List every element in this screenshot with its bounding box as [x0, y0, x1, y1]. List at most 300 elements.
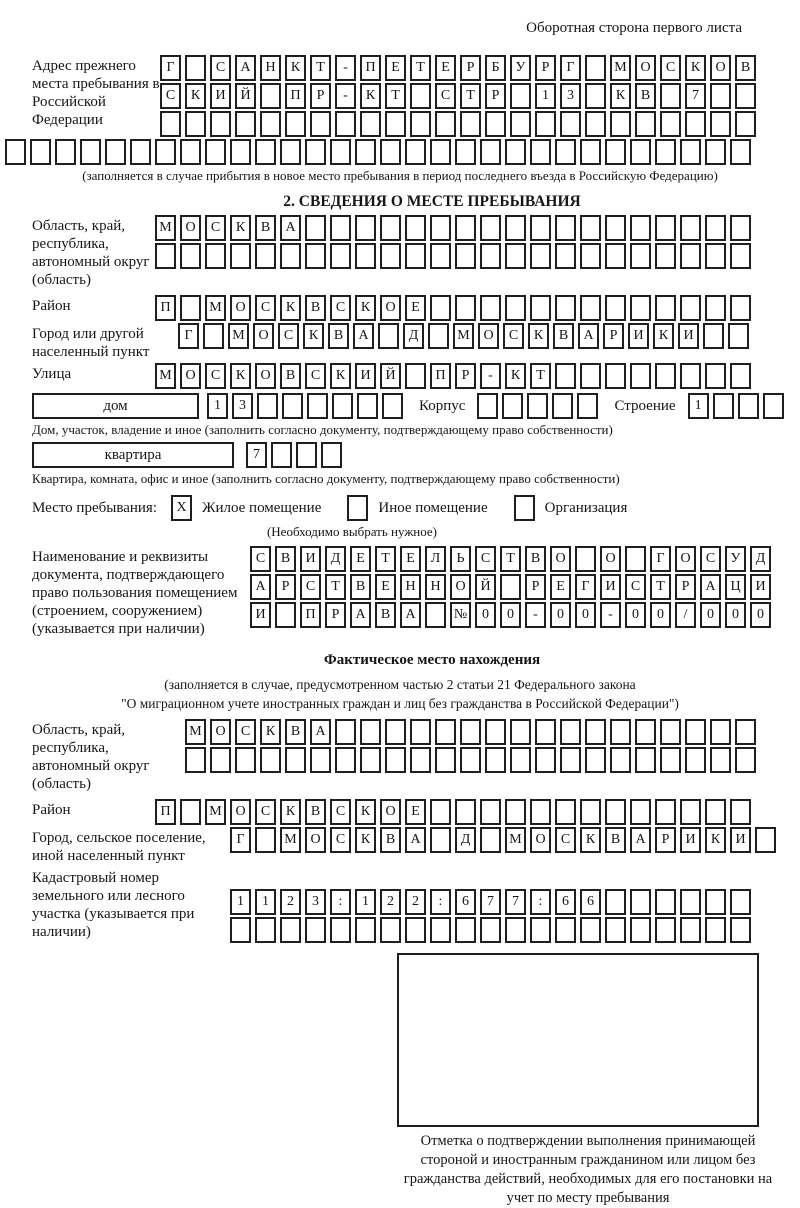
char-box [205, 139, 226, 165]
char-box [505, 917, 526, 943]
district-block [32, 295, 800, 321]
char-box [357, 393, 378, 419]
char-box [380, 215, 401, 241]
char-box [710, 111, 731, 137]
char-box [430, 917, 451, 943]
char-box [580, 295, 601, 321]
char-box [610, 111, 631, 137]
char-box [410, 747, 431, 773]
char-box [705, 243, 726, 269]
char-box: Г [560, 55, 581, 81]
char-box [560, 111, 581, 137]
char-box [505, 799, 526, 825]
char-box [735, 111, 756, 137]
char-box: К [230, 363, 251, 389]
char-box: О [675, 546, 696, 572]
checkbox-other-premises [347, 495, 368, 521]
char-box [410, 719, 431, 745]
char-box [330, 215, 351, 241]
char-box [505, 215, 526, 241]
char-box: А [353, 323, 374, 349]
char-box [271, 442, 292, 468]
char-box: 3 [305, 889, 326, 915]
char-box [500, 574, 521, 600]
document-label: Наименование и реквизиты документа, подтверждающего право пользования помещением (строением, сооружением) (указывается при наличии) [32, 549, 238, 637]
char-box [585, 111, 606, 137]
char-box: К [610, 83, 631, 109]
char-box: С [255, 295, 276, 321]
char-box: С [625, 574, 646, 600]
char-box: Д [325, 546, 346, 572]
char-box [255, 917, 276, 943]
char-box [430, 827, 451, 853]
char-box [332, 393, 353, 419]
char-box: И [628, 323, 649, 349]
char-box [405, 917, 426, 943]
char-box: В [328, 323, 349, 349]
char-box: Т [325, 574, 346, 600]
char-box [730, 889, 751, 915]
char-box [555, 139, 576, 165]
korpus-row [477, 393, 598, 419]
char-box: 7 [505, 889, 526, 915]
char-box [705, 799, 726, 825]
char-box: 3 [232, 393, 253, 419]
char-box: П [285, 83, 306, 109]
char-box [730, 215, 751, 241]
char-box: К [355, 295, 376, 321]
char-box [260, 83, 281, 109]
char-box: П [360, 55, 381, 81]
korpus-label: Корпус [419, 398, 466, 414]
char-box: О [253, 323, 274, 349]
char-box: К [355, 799, 376, 825]
char-box [430, 243, 451, 269]
char-box: Е [400, 546, 421, 572]
char-box: Ц [725, 574, 746, 600]
char-box: В [525, 546, 546, 572]
char-box: К [280, 799, 301, 825]
actual-location-note-2: "О миграционном учете иностранных граждан и лиц без гражданства в Российской Федерации") [121, 696, 679, 711]
option-organization-label: Организация [544, 499, 628, 516]
char-box [185, 111, 206, 137]
char-box [305, 243, 326, 269]
char-box [235, 747, 256, 773]
char-box: Й [475, 574, 496, 600]
street-label: Улица [32, 366, 72, 382]
char-box [510, 747, 531, 773]
char-box [680, 295, 701, 321]
char-box: 0 [700, 602, 721, 628]
char-box: X [171, 495, 192, 521]
char-box: А [700, 574, 721, 600]
char-box [282, 393, 303, 419]
prev-address-row-1 [160, 55, 756, 81]
char-box [585, 747, 606, 773]
char-box [655, 295, 676, 321]
page-title: Оборотная сторона первого листа [526, 20, 742, 36]
char-box [255, 243, 276, 269]
char-box: В [605, 827, 626, 853]
char-box [355, 139, 376, 165]
char-box: А [310, 719, 331, 745]
char-box: К [528, 323, 549, 349]
char-box [355, 917, 376, 943]
option-residential-label: Жилое помещение [202, 499, 322, 516]
char-box [705, 215, 726, 241]
section2-heading: 2. СВЕДЕНИЯ О МЕСТЕ ПРЕБЫВАНИЯ [283, 193, 581, 210]
char-box [130, 139, 151, 165]
char-box [307, 393, 328, 419]
char-box [530, 215, 551, 241]
char-box: 6 [580, 889, 601, 915]
char-box: В [375, 602, 396, 628]
char-box: Р [275, 574, 296, 600]
char-box: С [475, 546, 496, 572]
apartment-field-label: квартира [32, 442, 234, 468]
char-box [257, 393, 278, 419]
char-box: И [750, 574, 771, 600]
char-box: У [510, 55, 531, 81]
char-box: П [300, 602, 321, 628]
char-box: Р [460, 55, 481, 81]
actual-region-block [32, 719, 800, 793]
char-box [577, 393, 598, 419]
char-box [555, 799, 576, 825]
char-box [455, 139, 476, 165]
char-box: С [205, 363, 226, 389]
prev-address-row-4 [5, 139, 800, 165]
char-box: П [155, 799, 176, 825]
char-box [635, 111, 656, 137]
char-box: С [503, 323, 524, 349]
char-box [730, 917, 751, 943]
char-box [680, 363, 701, 389]
char-box: М [453, 323, 474, 349]
char-box: П [155, 295, 176, 321]
actual-region-label: Область, край, республика, автономный округ (область) [32, 722, 150, 792]
char-box [585, 83, 606, 109]
char-box [380, 917, 401, 943]
char-box: № [450, 602, 471, 628]
char-box [730, 139, 751, 165]
char-box: : [330, 889, 351, 915]
char-box [477, 393, 498, 419]
char-box: Г [650, 546, 671, 572]
char-box [280, 917, 301, 943]
char-box [335, 747, 356, 773]
char-box: А [630, 827, 651, 853]
region-row-2 [155, 243, 751, 269]
cadastral-row-1 [230, 889, 751, 915]
char-box: О [600, 546, 621, 572]
char-box [105, 139, 126, 165]
char-box [555, 215, 576, 241]
char-box: Д [455, 827, 476, 853]
char-box: П [430, 363, 451, 389]
char-box [335, 719, 356, 745]
char-box: Г [575, 574, 596, 600]
actual-region-row-1 [185, 719, 756, 745]
char-box: Е [405, 295, 426, 321]
city-label: Город или другой населенный пункт [32, 326, 150, 360]
city-row [178, 323, 749, 349]
document-block [32, 546, 800, 638]
char-box [355, 243, 376, 269]
char-box [410, 111, 431, 137]
char-box: / [675, 602, 696, 628]
char-box [630, 799, 651, 825]
char-box [530, 139, 551, 165]
char-box: Р [325, 602, 346, 628]
char-box [735, 719, 756, 745]
char-box: С [250, 546, 271, 572]
char-box: С [300, 574, 321, 600]
char-box [713, 393, 734, 419]
char-box [180, 295, 201, 321]
char-box [755, 827, 776, 853]
char-box [305, 917, 326, 943]
char-box: 1 [207, 393, 228, 419]
char-box: Ь [450, 546, 471, 572]
stroenie-row [688, 393, 784, 419]
char-box [730, 363, 751, 389]
char-box: Р [535, 55, 556, 81]
char-box: Б [485, 55, 506, 81]
char-box [560, 747, 581, 773]
char-box [660, 719, 681, 745]
char-box [552, 393, 573, 419]
char-box: О [550, 546, 571, 572]
char-box: О [478, 323, 499, 349]
char-box [660, 747, 681, 773]
char-box [555, 295, 576, 321]
char-box [435, 719, 456, 745]
house-number-row [207, 393, 403, 419]
char-box: : [430, 889, 451, 915]
char-box: 1 [535, 83, 556, 109]
prev-address-row-3 [160, 111, 756, 137]
char-box [330, 917, 351, 943]
char-box [510, 83, 531, 109]
char-box [685, 719, 706, 745]
char-box [360, 719, 381, 745]
char-box: О [635, 55, 656, 81]
char-box [5, 139, 26, 165]
char-box: К [360, 83, 381, 109]
char-box [585, 55, 606, 81]
char-box [655, 889, 676, 915]
char-box: Р [310, 83, 331, 109]
char-box: И [600, 574, 621, 600]
char-box [160, 111, 181, 137]
char-box [480, 295, 501, 321]
apartment-block [32, 442, 800, 468]
char-box [527, 393, 548, 419]
char-box: Д [750, 546, 771, 572]
char-box: С [205, 215, 226, 241]
char-box [705, 363, 726, 389]
char-box: Н [425, 574, 446, 600]
char-box [275, 602, 296, 628]
char-box: Т [650, 574, 671, 600]
char-box [763, 393, 784, 419]
actual-location-heading: Фактическое место нахождения [323, 652, 541, 668]
cadastral-row-2 [230, 917, 751, 943]
char-box: Е [375, 574, 396, 600]
char-box [405, 243, 426, 269]
char-box: - [600, 602, 621, 628]
char-box [430, 215, 451, 241]
char-box [580, 917, 601, 943]
char-box: К [330, 363, 351, 389]
char-box [514, 495, 535, 521]
stay-type-label: Место пребывания: [32, 500, 157, 516]
char-box: Т [530, 363, 551, 389]
char-box [330, 243, 351, 269]
char-box [255, 827, 276, 853]
char-box [710, 747, 731, 773]
region-block [32, 215, 800, 289]
char-box: 0 [625, 602, 646, 628]
char-box: С [278, 323, 299, 349]
char-box: В [275, 546, 296, 572]
char-box: Е [350, 546, 371, 572]
char-box: И [355, 363, 376, 389]
district-row [155, 295, 751, 321]
char-box [255, 139, 276, 165]
char-box: И [250, 602, 271, 628]
char-box: И [210, 83, 231, 109]
char-box [405, 363, 426, 389]
char-box: 2 [280, 889, 301, 915]
char-box [510, 719, 531, 745]
char-box: И [730, 827, 751, 853]
actual-district-label: Район [32, 802, 71, 818]
char-box: М [610, 55, 631, 81]
char-box: О [210, 719, 231, 745]
char-box: Й [235, 83, 256, 109]
char-box: М [155, 215, 176, 241]
char-box: М [205, 295, 226, 321]
char-box: О [710, 55, 731, 81]
char-box: О [255, 363, 276, 389]
char-box [260, 111, 281, 137]
char-box: Е [405, 799, 426, 825]
char-box: О [530, 827, 551, 853]
char-box [630, 215, 651, 241]
char-box [485, 111, 506, 137]
char-box: В [735, 55, 756, 81]
char-box [510, 111, 531, 137]
char-box [705, 295, 726, 321]
char-box: Р [603, 323, 624, 349]
char-box: О [305, 827, 326, 853]
char-box [730, 295, 751, 321]
prev-address-block [32, 55, 800, 137]
char-box [230, 139, 251, 165]
char-box [430, 799, 451, 825]
char-box [605, 215, 626, 241]
char-box [630, 139, 651, 165]
char-box [728, 323, 749, 349]
char-box [360, 111, 381, 137]
char-box [180, 799, 201, 825]
char-box [480, 917, 501, 943]
char-box: К [285, 55, 306, 81]
char-box: М [505, 827, 526, 853]
char-box [385, 719, 406, 745]
char-box [710, 719, 731, 745]
cadastral-block [32, 867, 800, 943]
char-box: 0 [500, 602, 521, 628]
char-box [630, 363, 651, 389]
char-box [455, 799, 476, 825]
char-box [705, 889, 726, 915]
char-box [580, 243, 601, 269]
char-box [347, 495, 368, 521]
confirmation-stamp-box [397, 953, 759, 1127]
char-box: О [230, 799, 251, 825]
char-box [530, 243, 551, 269]
char-box [480, 827, 501, 853]
house-block [32, 393, 800, 419]
prev-address-note: (заполняется в случае прибытия в новое место пребывания в период последнего въезда в Российскую Федерацию) [82, 168, 718, 183]
char-box: 0 [575, 602, 596, 628]
region-row-1 [155, 215, 751, 241]
char-box: Н [400, 574, 421, 600]
char-box: В [305, 799, 326, 825]
char-box [485, 747, 506, 773]
stay-type-block [32, 495, 800, 521]
char-box [635, 719, 656, 745]
stroenie-label: Строение [614, 398, 676, 414]
char-box [680, 139, 701, 165]
char-box [630, 889, 651, 915]
char-box [185, 747, 206, 773]
char-box [385, 111, 406, 137]
stamp-caption: Отметка о подтверждении выполнения принимающей стороной и иностранным гражданином или лицом без гражданства действий, необходимых для его постановки на учет по месту пребывания [403, 1133, 773, 1206]
char-box: М [155, 363, 176, 389]
char-box: И [680, 827, 701, 853]
char-box: Г [178, 323, 199, 349]
char-box [630, 917, 651, 943]
char-box [580, 215, 601, 241]
char-box: 3 [560, 83, 581, 109]
char-box: К [653, 323, 674, 349]
char-box [80, 139, 101, 165]
city-block [32, 323, 800, 361]
char-box [705, 917, 726, 943]
char-box [455, 243, 476, 269]
char-box [460, 719, 481, 745]
char-box [480, 243, 501, 269]
char-box: С [435, 83, 456, 109]
char-box [605, 363, 626, 389]
char-box [735, 747, 756, 773]
char-box [575, 546, 596, 572]
char-box [535, 747, 556, 773]
char-box: 1 [230, 889, 251, 915]
char-box [460, 111, 481, 137]
char-box: О [380, 295, 401, 321]
char-box [555, 243, 576, 269]
actual-city-row [230, 827, 776, 853]
char-box: Й [380, 363, 401, 389]
char-box [703, 323, 724, 349]
char-box [530, 799, 551, 825]
char-box: 6 [455, 889, 476, 915]
